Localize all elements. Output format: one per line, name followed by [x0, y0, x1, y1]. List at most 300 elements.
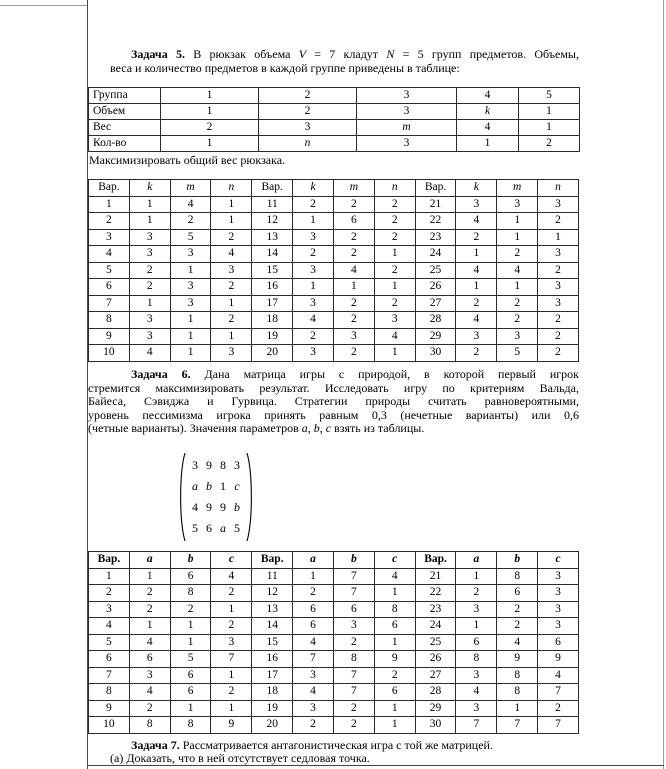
table-cell: 2 [456, 345, 497, 362]
table-row [89, 684, 579, 701]
table-header-cell: m [497, 180, 538, 197]
table-cell: 6 [170, 568, 211, 585]
matrix-cell: 4 [192, 500, 198, 514]
table-cell: 3 [170, 246, 211, 263]
table-cell: 6 [293, 601, 334, 618]
table-cell: 1 [170, 262, 211, 279]
table-cell: 18 [252, 684, 293, 701]
table-cell: 1 [456, 618, 497, 635]
table-cell: 1 [374, 345, 415, 362]
table-cell: 9 [538, 651, 579, 668]
table-cell: 26 [415, 279, 456, 296]
table-cell: 24 [415, 246, 456, 263]
table-row [89, 634, 579, 651]
table-cell: 3 [357, 104, 457, 120]
table-header-cell: c [374, 552, 415, 569]
table-header-cell: k [129, 180, 170, 197]
matrix-cell: 3 [192, 458, 198, 472]
table-cell: 21 [415, 196, 456, 213]
table-header-cell: k [293, 180, 334, 197]
table-cell: 1 [497, 213, 538, 230]
table-cell: 11 [252, 568, 293, 585]
table-cell: 4 [497, 262, 538, 279]
table-cell: 3 [259, 120, 357, 136]
table-cell: 2 [374, 295, 415, 312]
table-cell: 3 [538, 295, 579, 312]
game-matrix [177, 451, 255, 543]
table-row [89, 312, 579, 329]
table-cell: 1 [374, 717, 415, 734]
table-cell: 20 [252, 717, 293, 734]
matrix-row [188, 497, 244, 518]
table-cell: 16 [252, 279, 293, 296]
table-cell: 4 [457, 88, 519, 104]
table-cell: Группа [89, 88, 161, 104]
table-cell: 2 [333, 312, 374, 329]
table-cell: 7 [538, 717, 579, 734]
table-cell: 2 [333, 295, 374, 312]
table-cell: 8 [374, 601, 415, 618]
table-cell: 3 [456, 328, 497, 345]
table-cell: 2 [333, 345, 374, 362]
table-cell: 2 [259, 104, 357, 120]
matrix-cell: a [192, 479, 198, 493]
table-cell: 2 [333, 700, 374, 717]
table-cell: 1 [170, 618, 211, 635]
table-cell: 15 [252, 262, 293, 279]
table-header-cell: Вар. [252, 552, 293, 569]
table-cell: 2 [293, 585, 334, 602]
table-cell: 3 [293, 667, 334, 684]
table-cell: 3 [129, 229, 170, 246]
table-cell: 3 [170, 279, 211, 296]
table-row [89, 196, 579, 213]
table-header-cell: m [170, 180, 211, 197]
table-cell: 3 [129, 312, 170, 329]
table-cell: 1 [497, 279, 538, 296]
text-line: стремится максимизировать результат. Исследовать игру по критериям Вальда, [88, 380, 579, 395]
table-cell: 4 [293, 312, 334, 329]
table-cell: 3 [374, 312, 415, 329]
matrix-left-paren-icon [177, 451, 186, 543]
table-cell: 3 [293, 295, 334, 312]
table-cell: 1 [538, 229, 579, 246]
matrix-cell: b [234, 500, 240, 514]
table-cell: 1 [161, 104, 259, 120]
table-cell: 16 [252, 651, 293, 668]
table-header-cell: c [211, 552, 252, 569]
table-cell: 3 [538, 618, 579, 635]
table-cell: 2 [333, 196, 374, 213]
table-header-cell: n [374, 180, 415, 197]
table-cell: 1 [129, 295, 170, 312]
table-cell: 2 [211, 312, 252, 329]
table-row [89, 213, 579, 230]
table-cell: 2 [129, 279, 170, 296]
table-cell: 4 [170, 196, 211, 213]
table-cell: 6 [89, 279, 130, 296]
table-cell: 2 [374, 262, 415, 279]
table-row [89, 328, 579, 345]
table-header-row [89, 552, 579, 569]
matrix-row [188, 455, 244, 476]
table-cell: 1 [211, 295, 252, 312]
table-row [89, 262, 579, 279]
table-cell: 3 [211, 345, 252, 362]
table-cell: 6 [170, 667, 211, 684]
table-cell: 8 [129, 717, 170, 734]
table-cell: 2 [374, 196, 415, 213]
table-cell: 1 [161, 88, 259, 104]
table-cell: 2 [89, 213, 130, 230]
table-cell: 1 [293, 213, 334, 230]
table-cell: 8 [170, 717, 211, 734]
table-header-cell: k [456, 180, 497, 197]
table-cell: 2 [211, 618, 252, 635]
table-cell: 2 [497, 246, 538, 263]
table-cell: 23 [415, 601, 456, 618]
matrix-cell: 6 [206, 521, 212, 535]
table-cell: 3 [293, 229, 334, 246]
table-row [89, 667, 579, 684]
table-cell: 4 [129, 345, 170, 362]
table-cell: 7 [333, 568, 374, 585]
table-cell: 2 [519, 136, 580, 152]
table-cell: 8 [333, 651, 374, 668]
table-cell: 10 [89, 345, 130, 362]
table-row [89, 279, 579, 296]
table-cell: 3 [333, 328, 374, 345]
table-header-cell: a [293, 552, 334, 569]
table-cell: 1 [374, 700, 415, 717]
table-cell: 1 [211, 328, 252, 345]
text-line: (четные варианты). Значения параметров a, b, c взять из таблицы. [88, 421, 425, 435]
table-cell: 2 [538, 700, 579, 717]
table-cell: 3 [129, 246, 170, 263]
matrix-cell: 1 [220, 479, 226, 493]
table-header-cell: Вар. [89, 552, 130, 569]
table-cell: 1 [211, 700, 252, 717]
table-cell: 12 [252, 213, 293, 230]
table-cell: 1 [170, 312, 211, 329]
table-header-cell: b [497, 552, 538, 569]
table-cell: 7 [293, 651, 334, 668]
table-cell: 1 [170, 634, 211, 651]
table-cell: 3 [456, 196, 497, 213]
table-cell: 2 [129, 700, 170, 717]
table-cell: 22 [415, 585, 456, 602]
table-cell: 2 [170, 601, 211, 618]
table-cell: 7 [211, 651, 252, 668]
table-cell: 1 [519, 104, 580, 120]
table-cell: 1 [129, 196, 170, 213]
problem5-intro-paragraph [110, 48, 579, 75]
table-cell: 3 [456, 601, 497, 618]
table-row [89, 717, 579, 734]
table-cell: 25 [415, 262, 456, 279]
table-row [89, 229, 579, 246]
table-cell: 4 [497, 634, 538, 651]
table-cell: 7 [333, 667, 374, 684]
text-line: Задача 6. Дана матрица игры с природой, в которой первый игрок [131, 367, 579, 381]
page-edge-line-top [0, 5, 88, 6]
table-cell: 7 [333, 585, 374, 602]
table-cell: 4 [538, 667, 579, 684]
table-cell: 26 [415, 651, 456, 668]
table-cell: 21 [415, 568, 456, 585]
table-row [89, 88, 580, 104]
table-cell: 1 [89, 196, 130, 213]
matrix-cell: 5 [192, 521, 198, 535]
table-cell: 3 [293, 262, 334, 279]
table-cell: 9 [89, 328, 130, 345]
table-cell: 2 [211, 229, 252, 246]
table-cell: 1 [129, 568, 170, 585]
table-cell: 29 [415, 700, 456, 717]
table-row [89, 585, 579, 602]
table-cell: 2 [161, 120, 259, 136]
text-line: уровень пессимизма игрока принять равным 0,3 (нечетные варианты) или 0,6 [88, 407, 579, 422]
table-cell: 5 [89, 634, 130, 651]
table-cell: 2 [89, 585, 130, 602]
table-cell: 1 [456, 246, 497, 263]
table-cell: 2 [497, 312, 538, 329]
table-cell: 6 [374, 684, 415, 701]
table-cell: 4 [374, 568, 415, 585]
table-cell: 2 [374, 667, 415, 684]
table-cell: 2 [538, 345, 579, 362]
table-cell: 1 [519, 120, 580, 136]
table-cell: 19 [252, 700, 293, 717]
table-cell: 7 [89, 295, 130, 312]
table-header-cell: Вар. [415, 552, 456, 569]
table-header-row [89, 180, 579, 197]
table-cell: 8 [170, 585, 211, 602]
table-cell: 1 [129, 618, 170, 635]
table-header-cell: c [538, 552, 579, 569]
table-cell: 2 [538, 213, 579, 230]
table-cell: 2 [129, 585, 170, 602]
table-header-cell: Вар. [252, 180, 293, 197]
table-cell: 3 [538, 246, 579, 263]
table-cell: 3 [170, 295, 211, 312]
matrix-cell: 8 [220, 458, 226, 472]
table-cell: 6 [293, 618, 334, 635]
table-cell: 2 [497, 601, 538, 618]
table-header-cell: n [211, 180, 252, 197]
table-cell: 1 [170, 700, 211, 717]
table-cell: 6 [129, 651, 170, 668]
table-cell: 3 [497, 196, 538, 213]
table-header-cell: a [129, 552, 170, 569]
matrix-cell: 9 [220, 500, 226, 514]
problem7-item-a: (а) Доказать, что в ней отсутствует седловая точка. [110, 751, 370, 765]
matrix-row [188, 518, 244, 539]
table-cell: 8 [497, 684, 538, 701]
table-row [89, 136, 580, 152]
matrix-cell: c [234, 479, 240, 493]
table-cell: 1 [497, 229, 538, 246]
table-cell: 1 [170, 345, 211, 362]
table-cell: Вес [89, 120, 161, 136]
table-cell: 14 [252, 246, 293, 263]
table-cell: 2 [374, 213, 415, 230]
table-cell: 2 [333, 229, 374, 246]
table-cell: 2 [170, 213, 211, 230]
table-cell: 1 [333, 279, 374, 296]
matrix-right-paren-icon [246, 451, 255, 543]
table-header-cell: n [538, 180, 579, 197]
table-cell: 9 [497, 651, 538, 668]
table-cell: 4 [456, 262, 497, 279]
matrix-cell: 3 [234, 458, 240, 472]
text-line: Задача 5. В рюкзак объема V = 7 кладут N = 5 групп предметов. Объемы, [131, 47, 579, 61]
table-cell: 1 [374, 246, 415, 263]
table-cell: 2 [293, 328, 334, 345]
table-cell: 17 [252, 667, 293, 684]
table-cell: 1 [374, 279, 415, 296]
table-cell: 2 [333, 634, 374, 651]
table-cell: 1 [374, 585, 415, 602]
matrix-cell: b [206, 479, 212, 493]
problem5-goal-text: Максимизировать общий вес рюкзака. [89, 153, 286, 167]
table-cell: 1 [293, 279, 334, 296]
matrix-row [188, 476, 244, 497]
table-header-cell: b [170, 552, 211, 569]
table-cell: 3 [129, 328, 170, 345]
matrix-cell: a [220, 521, 226, 535]
table-cell: 1 [129, 213, 170, 230]
table-header-cell: m [333, 180, 374, 197]
table-row [89, 618, 579, 635]
table-cell: 2 [293, 196, 334, 213]
table-cell: 2 [538, 328, 579, 345]
table-cell: 3 [538, 585, 579, 602]
table-cell: 9 [89, 700, 130, 717]
text-line: Байеса, Сэвиджа и Гурвица. Стратегии природы считать равновероятными, [88, 394, 579, 408]
table-cell: 5 [170, 651, 211, 668]
table-cell: 4 [374, 328, 415, 345]
table-cell: 25 [415, 634, 456, 651]
table-cell: 23 [415, 229, 456, 246]
table-cell: 1 [161, 136, 259, 152]
table-cell: 2 [456, 229, 497, 246]
table-cell: 8 [497, 667, 538, 684]
table-cell: 1 [211, 196, 252, 213]
table-cell: 14 [252, 618, 293, 635]
table-cell: 3 [293, 345, 334, 362]
table-cell: 7 [333, 684, 374, 701]
matrix-cell: 9 [206, 458, 212, 472]
table-cell: 4 [293, 684, 334, 701]
table-cell: 1 [456, 568, 497, 585]
table-cell: 2 [293, 717, 334, 734]
table-row [89, 120, 580, 136]
table-cell: 2 [211, 585, 252, 602]
table-cell: 2 [259, 88, 357, 104]
table-cell: 5 [89, 262, 130, 279]
table-cell: 2 [497, 618, 538, 635]
table-cell: 2 [333, 717, 374, 734]
table-row [89, 568, 579, 585]
table-cell: 5 [497, 345, 538, 362]
table-cell: 3 [456, 667, 497, 684]
table-cell: 2 [374, 229, 415, 246]
table-cell: 4 [333, 262, 374, 279]
table-cell: 2 [293, 246, 334, 263]
table-cell: 19 [252, 328, 293, 345]
problem5-params-table [88, 87, 580, 152]
table-cell: 2 [129, 601, 170, 618]
table-cell: 4 [211, 568, 252, 585]
table-cell: 4 [129, 684, 170, 701]
table-cell: 1 [211, 667, 252, 684]
table-cell: 1 [211, 601, 252, 618]
table-cell: 3 [538, 196, 579, 213]
table-cell: 3 [456, 700, 497, 717]
table-cell: 4 [89, 618, 130, 635]
table-cell: 6 [456, 634, 497, 651]
table-row [89, 601, 579, 618]
table-cell: 10 [89, 717, 130, 734]
table-cell: 3 [89, 229, 130, 246]
table-cell: 4 [457, 120, 519, 136]
table-header-cell: Вар. [89, 180, 130, 197]
table-cell: 1 [293, 568, 334, 585]
table-cell: 22 [415, 213, 456, 230]
table-cell: 9 [211, 717, 252, 734]
table-cell: 6 [374, 618, 415, 635]
matrix-cell: 5 [234, 521, 240, 535]
table-row [89, 345, 579, 362]
table-cell: 2 [456, 295, 497, 312]
table-cell: 27 [415, 667, 456, 684]
table-cell: 13 [252, 601, 293, 618]
table-cell: 3 [333, 618, 374, 635]
table-cell: 7 [538, 684, 579, 701]
table-cell: 2 [497, 295, 538, 312]
table-cell: 6 [497, 585, 538, 602]
table-cell: 4 [89, 246, 130, 263]
text-line: Задача 7. Рассматривается антагонистическая игра с той же матрицей. [131, 738, 493, 752]
table-cell: 2 [129, 262, 170, 279]
table-cell: 3 [538, 568, 579, 585]
table-cell: 18 [252, 312, 293, 329]
table-cell: 4 [456, 312, 497, 329]
table-cell: 2 [538, 312, 579, 329]
table-cell: 4 [293, 634, 334, 651]
table-cell: n [259, 136, 357, 152]
table-cell: 1 [457, 136, 519, 152]
table-cell: m [357, 120, 457, 136]
table-row [89, 651, 579, 668]
table-cell: 3 [538, 279, 579, 296]
table-cell: 12 [252, 585, 293, 602]
table-cell: 3 [497, 328, 538, 345]
table-cell: k [457, 104, 519, 120]
table-header-cell: Вар. [415, 180, 456, 197]
table-cell: 13 [252, 229, 293, 246]
table-cell: 2 [538, 262, 579, 279]
table-cell: 6 [333, 213, 374, 230]
table-cell: 1 [374, 634, 415, 651]
table-cell: 3 [538, 601, 579, 618]
table-header-cell: b [333, 552, 374, 569]
page-edge-line-right [663, 0, 664, 769]
text-line: веса и количество предметов в каждой группе приведены в таблице: [110, 60, 460, 75]
table-cell: Объем [89, 104, 161, 120]
table-cell: 3 [357, 88, 457, 104]
